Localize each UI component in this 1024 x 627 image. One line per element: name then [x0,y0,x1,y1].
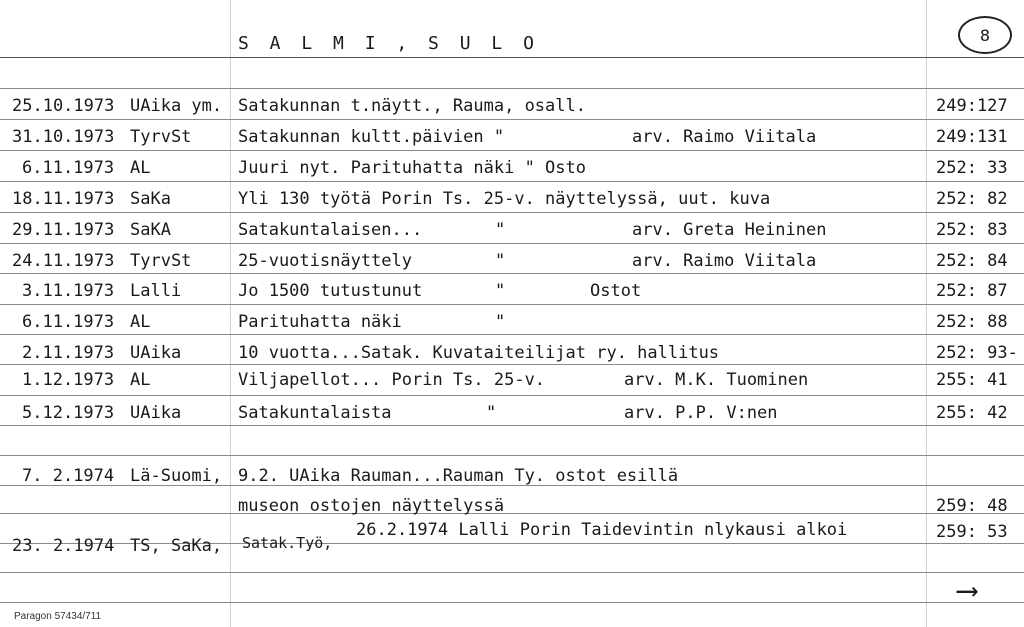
entry-ref: 259: 48 [936,496,1008,516]
card-title: S A L M I , S U L O [238,33,539,54]
entry-date: 23. 2.1974 [12,536,115,556]
entry-ref: 255: 41 [936,370,1008,390]
entry-ref: 252: 88 [936,312,1008,332]
entry-date: 6.11.1973 [22,312,115,332]
entry-ref: 252: 84 [936,251,1008,271]
entry-text: Jo 1500 tutustunut [238,281,423,301]
column-guide [230,0,231,627]
entry-ref: 249:127 [936,96,1008,116]
rule [0,425,1024,426]
entry-text: Viljapellot... Porin Ts. 25-v. [238,370,546,390]
rule [0,273,1024,274]
entry-text-continued: museon ostojen näyttelyssä [238,496,505,516]
entry-date: 3.11.1973 [22,281,115,301]
entry-ref: 255: 42 [936,403,1008,423]
entry-text: Satak.Työ, [242,534,333,552]
entry-source: Lalli [130,281,182,301]
entry-reviewer: arv. P.P. V:nen [624,403,778,423]
entry-date: 24.11.1973 [12,251,115,271]
entry-source: Lä-Suomi, [130,466,223,486]
entry-date: 29.11.1973 [12,220,115,240]
entry-reviewer: arv. Raimo Viitala [632,127,817,147]
entry-note: Ostot [590,281,642,301]
entry-text: 25-vuotisnäyttely [238,251,412,271]
ditto-mark: " [495,281,506,301]
ditto-mark: " [486,403,497,423]
entry-date: 1.12.1973 [22,370,115,390]
entry-date: 25.10.1973 [12,96,115,116]
entry-date: 7. 2.1974 [22,466,115,486]
entry-reviewer: arv. M.K. Tuominen [624,370,809,390]
rule [0,334,1024,335]
card-print-mark: Paragon 57434/711 [14,611,102,622]
entry-reviewer: arv. Greta Heininen [632,220,827,240]
entry-source: TS, SaKa, [130,536,223,556]
entry-source: AL [130,158,151,178]
entry-ref: 252: 93- [936,343,1018,363]
ditto-mark: " [495,312,506,332]
entry-source: AL [130,370,151,390]
entry-text: Satakuntalaisen... [238,220,423,240]
ditto-mark: " [495,220,506,240]
entry-ref: 252: 83 [936,220,1008,240]
entry-source: AL [130,312,151,332]
entry-reviewer: arv. Raimo Viitala [632,251,817,271]
entry-text: Satakuntalaista [238,403,392,423]
entry-ref: 259: 53 [936,522,1008,542]
entry-date: 6.11.1973 [22,158,115,178]
entry-text: 9.2. UAika Rauman...Rauman Ty. ostot esillä [238,466,679,486]
rule [0,150,1024,151]
ditto-mark: " [495,251,506,271]
entry-source: UAika ym. [130,96,223,116]
entry-text: Yli 130 työtä Porin Ts. 25-v. näyttelyssä, uut. kuva [238,189,771,209]
rule [0,395,1024,396]
rule [0,572,1024,573]
entry-ref: 249:131 [936,127,1008,147]
rule [0,513,1024,514]
entry-text: 10 vuotta...Satak. Kuvataiteilijat ry. hallitus [238,343,720,363]
entry-text: Parituhatta näki [238,312,402,332]
rule [0,181,1024,182]
header-rule [0,57,1024,58]
entry-ref: 252: 87 [936,281,1008,301]
entry-ref: 252: 33 [936,158,1008,178]
continue-arrow-icon: ⟶ [958,573,977,608]
rule [0,119,1024,120]
entry-source: SaKA [130,220,171,240]
entry-ref: 252: 82 [936,189,1008,209]
entry-text: Satakunnan kultt.päivien " [238,127,505,147]
rule [0,364,1024,365]
entry-date: 2.11.1973 [22,343,115,363]
rule [0,88,1024,89]
entry-source: TyrvSt [130,251,192,271]
entry-text-inserted: 26.2.1974 Lalli Porin Taidevintin nlykausi alkoi [356,520,848,540]
rule [0,602,1024,603]
rule [0,243,1024,244]
entry-text: Satakunnan t.näytt., Rauma, osall. [238,96,586,116]
entry-source: TyrvSt [130,127,192,147]
entry-source: UAika [130,343,182,363]
rule [0,212,1024,213]
entry-date: 18.11.1973 [12,189,115,209]
card-number-circle: 8 [958,16,1012,54]
entry-text: Juuri nyt. Parituhatta näki " Osto [238,158,586,178]
rule [0,455,1024,456]
entry-date: 31.10.1973 [12,127,115,147]
entry-source: UAika [130,403,182,423]
rule [0,304,1024,305]
entry-source: SaKa [130,189,171,209]
entry-date: 5.12.1973 [22,403,115,423]
column-guide [926,0,927,627]
